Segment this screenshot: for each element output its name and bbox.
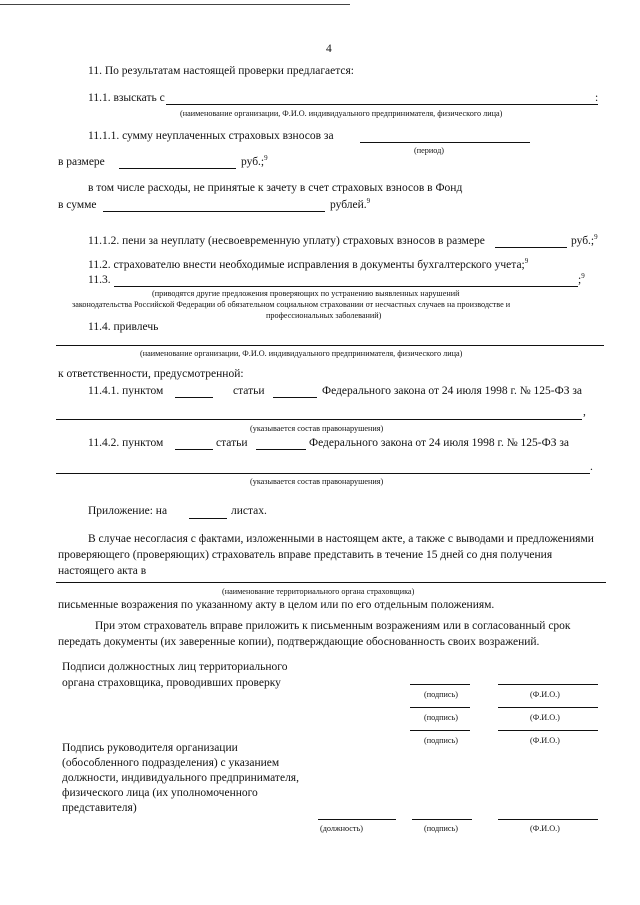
- item-11-2-label: 11.2. страхователю внести необходимые исправления в документы бухгалтерского учета;: [88, 259, 525, 271]
- period-mark: .: [590, 461, 593, 473]
- item-11-3-label: 11.3.: [88, 274, 111, 286]
- item-11-2-text: [88, 259, 528, 271]
- other-proposals-line: [114, 286, 578, 287]
- sum-label: в сумме: [58, 199, 97, 211]
- footnote-9: 9: [524, 257, 529, 265]
- head-label-5: представителя): [62, 802, 137, 814]
- footnote-9: 9: [366, 197, 371, 205]
- period-line: [360, 142, 530, 143]
- item-11-4-2-label: 11.4.2. пунктом: [88, 437, 164, 449]
- appendix-sheets-line: [189, 518, 227, 519]
- head-fio-line: [498, 819, 598, 820]
- law-text-2: Федерального закона от 24 июля 1998 г. № 125-ФЗ за: [309, 437, 570, 449]
- officials-label-1: Подписи должностных лиц территориального: [62, 661, 288, 673]
- comma: ,: [583, 406, 586, 418]
- territorial-body-line: [56, 582, 606, 583]
- disagree-line-4: письменные возражения по указанному акту в целом или по его отдельным положениям.: [58, 599, 495, 611]
- caption-signature-1: (подпись): [424, 690, 458, 699]
- caption-head-fio: (Ф.И.О.): [530, 824, 560, 833]
- caption-fio-1: (Ф.И.О.): [530, 690, 560, 699]
- footnote-9: 9: [581, 272, 585, 280]
- article-label-2: статьи: [216, 437, 248, 449]
- amount-line: [119, 168, 236, 169]
- disagree-line-3: настоящего акта в: [58, 565, 147, 577]
- caption-signature-2: (подпись): [424, 713, 458, 722]
- amount-label: в размере: [58, 156, 105, 168]
- disagree-line-2: проверяющего (проверяющих) страхователь вправе представить в течение 15 дней со дня получения: [58, 549, 553, 561]
- penalty-rub: [571, 235, 598, 247]
- caption-offense-1: (указывается состав правонарушения): [250, 424, 384, 433]
- footnote-9: 9: [594, 233, 598, 241]
- sign-line-3: [410, 730, 470, 731]
- fio-line-2: [498, 707, 598, 708]
- item-11-4-1-label: 11.4.1. пунктом: [88, 385, 164, 397]
- org-name-line: [166, 104, 598, 105]
- head-sign-line: [412, 819, 472, 820]
- appendix-sheets: листах.: [231, 505, 267, 517]
- caption-territorial-body: (наименование территориального органа страховщика): [222, 587, 415, 596]
- penalty-rub-text: руб.;: [571, 235, 595, 247]
- top-border-line: [0, 4, 350, 5]
- article-label-1: статьи: [233, 385, 265, 397]
- rubley-text: рублей.: [330, 199, 367, 211]
- disagree-line-1: В случае несогласия с фактами, изложенными в настоящем акте, а также с выводами и предложениями: [88, 533, 594, 545]
- offense-line-1: [56, 419, 582, 420]
- caption-fio-3: (Ф.И.О.): [530, 736, 560, 745]
- caption-offense-2: (указывается состав правонарушения): [250, 477, 384, 486]
- point-line-1: [175, 397, 213, 398]
- item-11-1-1-label: 11.1.1. сумму неуплаченных страховых взносов за: [88, 130, 334, 142]
- liability-text: к ответственности, предусмотренной:: [58, 368, 244, 380]
- footnote-9: 9: [264, 154, 268, 162]
- appendix-label: Приложение: на: [88, 505, 168, 517]
- law-text-1: Федерального закона от 24 июля 1998 г. № 125-ФЗ за: [322, 385, 583, 397]
- sum-line: [103, 211, 325, 212]
- semicolon: ;: [578, 274, 582, 286]
- rub-label: [241, 156, 268, 168]
- rubley-label: [330, 199, 370, 211]
- caption-org-name: (наименование организации, Ф.И.О. индивидуального предпринимателя, физического лица): [180, 109, 503, 118]
- item-11-4-label: 11.4. привлечь: [88, 321, 159, 333]
- caption-other-2: законодательства Российской Федерации об обязательном социальном страховании от несчастных случаев на производстве и: [72, 300, 511, 309]
- rub-text: руб.;: [241, 156, 265, 168]
- caption-signature-3: (подпись): [424, 736, 458, 745]
- article-line-1: [273, 397, 317, 398]
- caption-other-1: (приводятся другие предложения проверяющих по устранению выявленных нарушений: [152, 289, 460, 298]
- disagree-line-5: При этом страхователь вправе приложить к письменным возражениям или в согласованный срок: [95, 620, 571, 632]
- expenses-text: в том числе расходы, не принятые к зачету в счет страховых взносов в Фонд: [88, 182, 463, 194]
- article-line-2: [256, 449, 306, 450]
- section-11-title: 11. По результатам настоящей проверки предлагается:: [88, 65, 354, 77]
- point-line-2: [175, 449, 213, 450]
- org-name-line-2: [56, 345, 604, 346]
- fio-line-3: [498, 730, 598, 731]
- head-label-2: (обособленного подразделения) с указанием: [62, 757, 280, 769]
- caption-fio-2: (Ф.И.О.): [530, 713, 560, 722]
- caption-position: (должность): [320, 824, 363, 833]
- penalty-line: [495, 247, 567, 248]
- caption-period: (период): [414, 146, 444, 155]
- caption-other-3: профессиональных заболеваний): [266, 311, 382, 320]
- head-label-3: должности, индивидуального предпринимателя,: [62, 772, 299, 784]
- head-label-4: физического лица (их уполномоченного: [62, 787, 258, 799]
- offense-line-2: [56, 473, 590, 474]
- caption-head-signature: (подпись): [424, 824, 458, 833]
- fio-line-1: [498, 684, 598, 685]
- sign-line-2: [410, 707, 470, 708]
- page-number: 4: [326, 43, 332, 55]
- item-11-1-2-label: 11.1.2. пени за неуплату (несвоевременную уплату) страховых взносов в размере: [88, 235, 485, 247]
- item-11-3-end: [578, 274, 585, 286]
- position-line: [318, 819, 396, 820]
- sign-line-1: [410, 684, 470, 685]
- head-label-1: Подпись руководителя организации: [62, 742, 238, 754]
- officials-label-2: органа страховщика, проводивших проверку: [62, 677, 281, 689]
- caption-org-name-2: (наименование организации, Ф.И.О. индивидуального предпринимателя, физического лица): [140, 349, 463, 358]
- item-11-1-label: 11.1. взыскать с: [88, 92, 165, 104]
- disagree-line-6: передать документы (их заверенные копии), подтверждающие обоснованность своих возражений.: [58, 636, 540, 648]
- colon: :: [595, 92, 599, 104]
